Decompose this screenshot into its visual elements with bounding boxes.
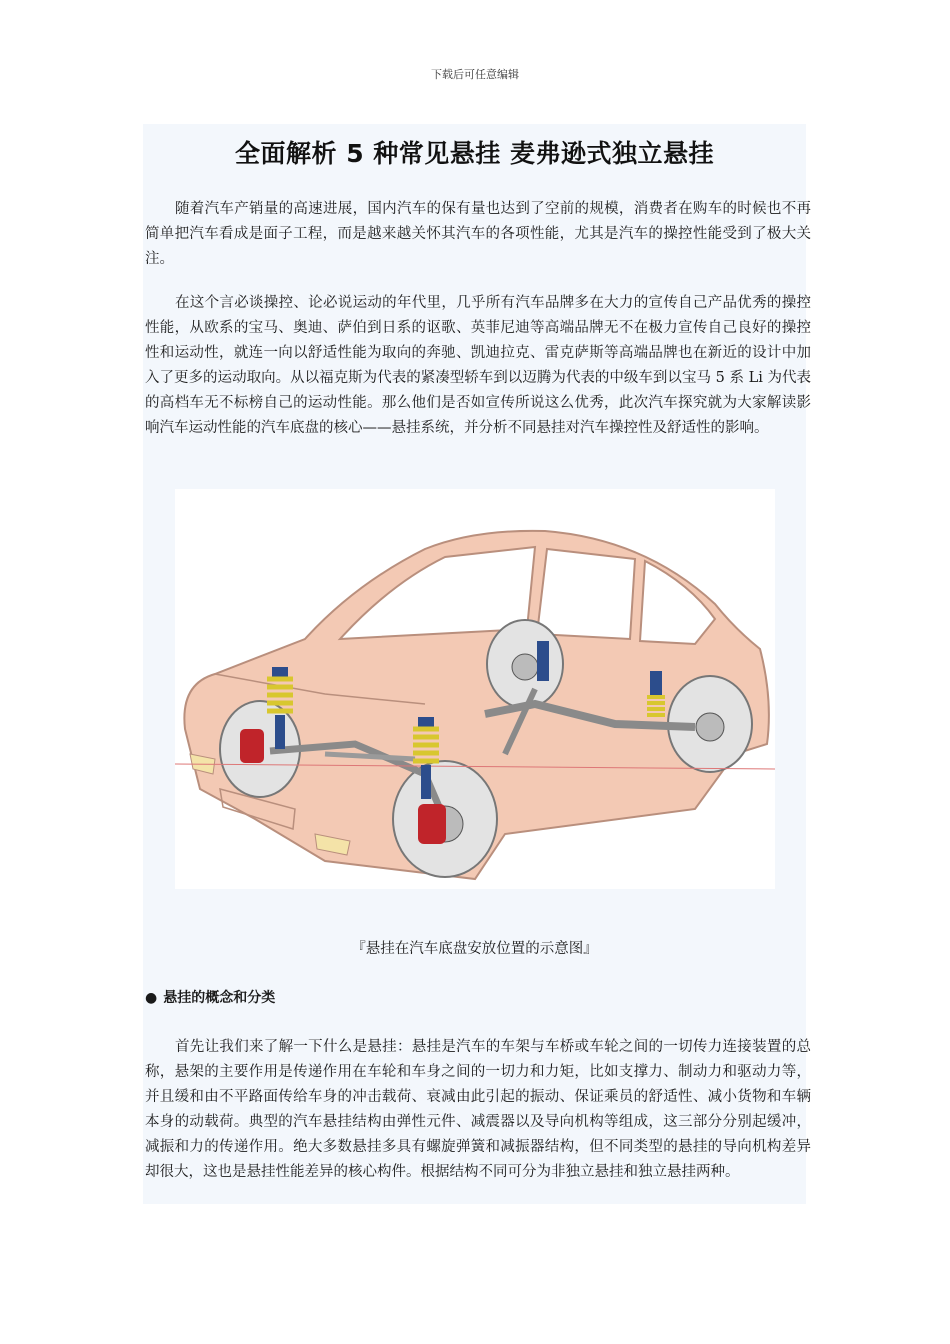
- article: [143, 124, 811, 1204]
- section-heading-text: 悬挂的概念和分类: [163, 990, 276, 1006]
- hub-rear-right: [696, 713, 724, 741]
- brake-caliper-front-right: [418, 804, 446, 844]
- shock-absorber-rear-left: [537, 641, 549, 681]
- car-chassis-illustration: [175, 489, 775, 889]
- concept-paragraph: 首先让我们来了解一下什么是悬挂：悬挂是汽车的车架与车桥或车轮之间的一切传力连接装置的总称，悬架的主要作用是传递作用在车轮和车身之间的一切力和力矩，比如支撑力、制动力和驱动力等，并且缓和由不平路面传给车身的冲击载荷、衰减由此引起的振动、保证乘员的舒适性、减小货物和车辆本身的动载荷。典型的汽车悬挂结构由弹性元件、减震器以及导向机构等组成，这三部分分别起缓冲，减振和力的传递作用。绝大多数悬挂多具有螺旋弹簧和减振器结构，但不同类型的悬挂的导向机构差异却很大，这也是悬挂性能差异的核心构件。根据结构不同可分为非独立悬挂和独立悬挂两种。: [145, 1039, 811, 1180]
- article-title: 全面解析 5 种常见悬挂 麦弗逊式独立悬挂: [234, 139, 714, 168]
- suspension-diagram: [175, 489, 775, 889]
- strut-mount-front-right: [418, 717, 434, 727]
- brake-caliper-front-left: [240, 729, 264, 763]
- intro-paragraph: 随着汽车产销量的高速进展，国内汽车的保有量也达到了空前的规模，消费者在购车的时候也不再简单把汽车看成是面子工程，而是越来越关怀其汽车的各项性能，尤其是汽车的操控性能受到了极大关注。: [145, 201, 811, 267]
- strut-mount-front-left: [272, 667, 288, 677]
- body-paragraph: 在这个言必谈操控、论必说运动的年代里，几乎所有汽车品牌多在大力的宣传自己产品优秀的操控性能，从欧系的宝马、奥迪、萨伯到日系的讴歌、英菲尼迪等高端品牌无不在极力宣传自己良好的操控性和运动性，就连一向以舒适性能为取向的奔驰、凯迪拉克、雷克萨斯等高端品牌也在新近的设计中加入了更多的运动取向。从以福克斯为代表的紧凑型轿车到以迈腾为代表的中级车到以宝马 5 系 Li 为代表的高档车无不标榜自己的运动性能。那么他们是否如宣传所说这么优秀，此次汽车探究就为大家解读影响汽车运动性能的汽车底盘的核心——悬挂系统，并分析不同悬挂对汽车操控性及舒适性的影响。: [145, 295, 811, 436]
- figure-caption: 『悬挂在汽车底盘安放位置的示意图』: [351, 941, 598, 957]
- shock-absorber-front-left: [275, 715, 285, 749]
- side-window-front: [537, 549, 635, 639]
- page-header-note: 下载后可任意编辑: [431, 68, 519, 81]
- hub-rear-left: [512, 654, 538, 680]
- shock-absorber-front-right: [421, 765, 431, 799]
- bullet-icon: ●: [145, 990, 158, 1006]
- shock-absorber-rear-right-top: [650, 671, 662, 695]
- section-heading: [145, 987, 275, 1007]
